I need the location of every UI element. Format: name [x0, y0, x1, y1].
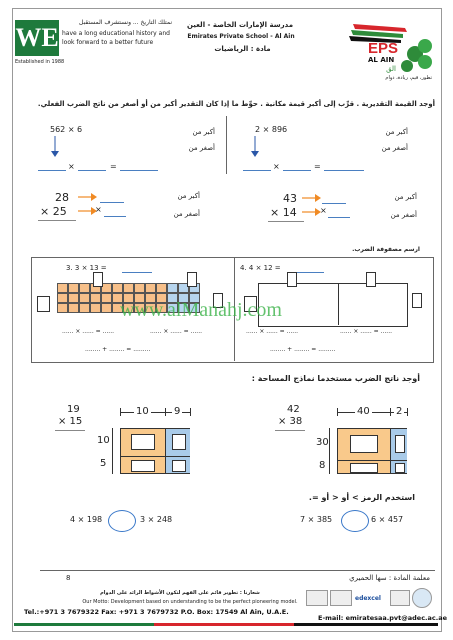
- accreditation-logo: [306, 590, 328, 606]
- empty-box[interactable]: [366, 272, 376, 287]
- right-arrow-icon: [302, 193, 322, 203]
- array-cell: [79, 293, 90, 303]
- array-cell: [68, 303, 79, 313]
- width-label: 9: [174, 406, 181, 417]
- section3-right-row2: ...... × ...... = ......: [340, 328, 393, 335]
- compare-circle[interactable]: [341, 510, 369, 532]
- section1-left-less: أصغر من: [188, 144, 215, 152]
- section1-right-less: أصغر من: [381, 144, 408, 152]
- we-logo: WE: [15, 20, 59, 56]
- footer-color-bar: [14, 623, 438, 626]
- eps-motto-arabic: تطور، قيم، ريادة، دوام: [385, 75, 432, 81]
- footer-divider: [40, 570, 435, 571]
- contact-info: Tel.:+971 3 7679322 Fax: +971 3 7679732 P.O. Box: 17549 Al Ain, U.A.E.: [24, 608, 289, 616]
- eps-logo-text: EPS: [368, 40, 399, 57]
- section3-title: ارسم مصفوفة الضرب.: [352, 246, 420, 253]
- array-cell: [90, 293, 101, 303]
- edexcel-logo: edexcel: [355, 595, 381, 602]
- height-bracket: [329, 428, 330, 474]
- area-model-left: [120, 428, 190, 474]
- answer-line: [78, 170, 106, 171]
- tagline-arabic: نمتلك التاريخ ... ونستشرف المستقبل: [78, 19, 172, 26]
- section3-right-row1: ...... × ...... = ......: [246, 328, 299, 335]
- height-label: 8: [319, 460, 326, 471]
- array-cell: [156, 283, 167, 293]
- section4-right-top: 42: [287, 404, 300, 415]
- section2-right-times: ×: [320, 206, 327, 215]
- section3-left-row1: ...... × ...... = ......: [62, 328, 115, 335]
- height-label: 10: [97, 435, 110, 446]
- array-cell: [112, 283, 123, 293]
- width-label: 10: [136, 406, 149, 417]
- product-line: [55, 430, 85, 431]
- section4-right-bottom: × 38: [278, 416, 303, 427]
- area-answer-box[interactable]: [131, 460, 155, 472]
- answer-line: [243, 170, 271, 171]
- accreditation-logo: [412, 588, 432, 608]
- email-info: E-mail: emiratesaa.pvt@adec.ac.ae: [318, 614, 448, 622]
- section5-right-a: 7 × 385: [300, 515, 333, 524]
- answer-line: [322, 203, 346, 204]
- array-cell: [79, 283, 90, 293]
- width-label: 40: [357, 406, 370, 417]
- section1-divider: [226, 116, 227, 174]
- product-line: [275, 430, 305, 431]
- area-answer-box[interactable]: [395, 435, 405, 453]
- section3-right-sum: ........ + ........ = .........: [270, 346, 336, 353]
- equals-sign: =: [110, 162, 117, 171]
- section1-left-expression: 562 × 6: [50, 125, 83, 134]
- area-answer-box[interactable]: [131, 434, 155, 450]
- empty-box[interactable]: [287, 272, 297, 287]
- product-line: [38, 220, 76, 221]
- height-bracket: [112, 428, 113, 474]
- width-tick: [190, 408, 191, 416]
- array-cell: [57, 283, 68, 293]
- page-number: 8: [66, 574, 71, 582]
- array-grid-right-split: [338, 283, 339, 325]
- section5-left-b: 3 × 248: [140, 515, 173, 524]
- section4-left-bottom: × 15: [58, 416, 83, 427]
- tagline-english-2: look forward to a better future: [62, 39, 154, 46]
- section2-left-greater: أكبر من: [177, 192, 200, 200]
- area-answer-box[interactable]: [172, 434, 186, 450]
- answer-line: [122, 272, 152, 273]
- section5-title: استخدم الرمز > أو < أو =.: [308, 493, 415, 502]
- accreditation-logo: [330, 590, 352, 606]
- section4-title: أوجد ناتج الضرب مستخدما نماذج المساحة :: [251, 374, 420, 383]
- area-answer-box[interactable]: [350, 435, 378, 453]
- section4-left-top: 19: [67, 404, 80, 415]
- empty-box[interactable]: [187, 272, 197, 287]
- down-arrow-icon: [250, 136, 260, 158]
- array-cell: [134, 283, 145, 293]
- section5-left-a: 4 × 198: [70, 515, 103, 524]
- product-line: [268, 221, 304, 222]
- answer-line: [104, 216, 126, 217]
- width-tick: [165, 408, 166, 416]
- array-cell: [101, 293, 112, 303]
- section3-left-sum: ........ + ........ = .........: [85, 346, 151, 353]
- section2-left-bottom: × 25: [40, 205, 67, 218]
- empty-box[interactable]: [412, 293, 422, 308]
- compare-circle[interactable]: [108, 510, 136, 532]
- width-tick: [390, 408, 391, 416]
- watermark: www.alManahj.com: [120, 299, 282, 321]
- array-cell: [90, 303, 101, 313]
- width-tick: [407, 408, 408, 416]
- section2-left-times: ×: [95, 205, 102, 214]
- array-cell: [68, 283, 79, 293]
- established-text: Established in 1988: [15, 59, 65, 65]
- eps-city-text: AL AIN: [368, 56, 395, 64]
- array-cell: [167, 283, 178, 293]
- answer-line: [294, 272, 324, 273]
- section2-right-less: أصغر من: [390, 211, 417, 219]
- subject-title: مادة : الرياضيات: [214, 45, 271, 53]
- array-cell: [123, 283, 134, 293]
- area-answer-box[interactable]: [395, 463, 405, 473]
- slogan-arabic: شعارنا : تطوير قائم على الفهم لتكون الأشواط الرائد على الدوام: [100, 590, 260, 596]
- times-sign: ×: [273, 162, 280, 171]
- array-cell: [101, 303, 112, 313]
- section1-right-expression: 2 × 896: [255, 125, 288, 134]
- height-label: 5: [100, 458, 107, 469]
- section3-left-row2: ...... × ...... = ......: [150, 328, 203, 335]
- empty-box[interactable]: [37, 296, 50, 312]
- tagline-english-1: have a long educational history and: [62, 30, 170, 37]
- answer-line: [324, 170, 364, 171]
- area-model-right: [337, 428, 407, 474]
- section2-left-less: أصغر من: [173, 210, 200, 218]
- answer-line: [283, 170, 311, 171]
- area-answer-box[interactable]: [350, 463, 378, 473]
- section5-right-b: 6 × 457: [371, 515, 404, 524]
- array-cell: [68, 293, 79, 303]
- equals-sign: =: [314, 162, 321, 171]
- school-name-english: Emirates Private School - Al Ain: [187, 33, 295, 40]
- motto-english: Our Motto: Development based on understanding to be the perfect pioneering model.: [82, 599, 298, 605]
- area-answer-box[interactable]: [172, 460, 186, 472]
- width-tick: [337, 408, 338, 416]
- times-sign: ×: [68, 162, 75, 171]
- eps-sub-arabic: الق: [386, 65, 396, 73]
- section2-right-top: 43: [283, 192, 297, 205]
- width-label: 2: [396, 406, 403, 417]
- answer-line: [38, 170, 66, 171]
- accreditation-logo: [390, 590, 410, 606]
- answer-line: [328, 217, 350, 218]
- section1-left-greater: أكبر من: [192, 128, 215, 136]
- section2-right-greater: أكبر من: [394, 193, 417, 201]
- empty-box[interactable]: [93, 272, 103, 287]
- right-arrow-icon: [78, 192, 98, 202]
- height-label: 30: [316, 437, 329, 448]
- answer-line: [120, 170, 158, 171]
- down-arrow-icon: [50, 136, 60, 158]
- section3-left-label: 3. 3 × 13 =: [66, 264, 107, 272]
- array-cell: [79, 303, 90, 313]
- teacher-name: معلمة المادة : سها الحميري: [349, 574, 430, 582]
- answer-line: [100, 202, 124, 203]
- section3-right-label: 4. 4 × 12 =: [240, 264, 281, 272]
- section1-instruction: أوجد القيمة التقديرية . قرِّب إلى أكبر قيمة مكانية . حوِّط ما إذا كان التقدير أكبر من أو أصغر من ناتج الضرب الفعلي.: [37, 100, 435, 108]
- school-name-arabic: مدرسة الإمارات الخاصة - العين: [186, 21, 294, 29]
- section2-left-top: 28: [55, 191, 69, 204]
- array-cell: [145, 283, 156, 293]
- array-cell: [57, 303, 68, 313]
- right-arrow-icon: [302, 207, 322, 217]
- array-cell: [57, 293, 68, 303]
- width-tick: [120, 408, 121, 416]
- section2-right-bottom: × 14: [270, 206, 297, 219]
- section1-right-greater: أكبر من: [385, 128, 408, 136]
